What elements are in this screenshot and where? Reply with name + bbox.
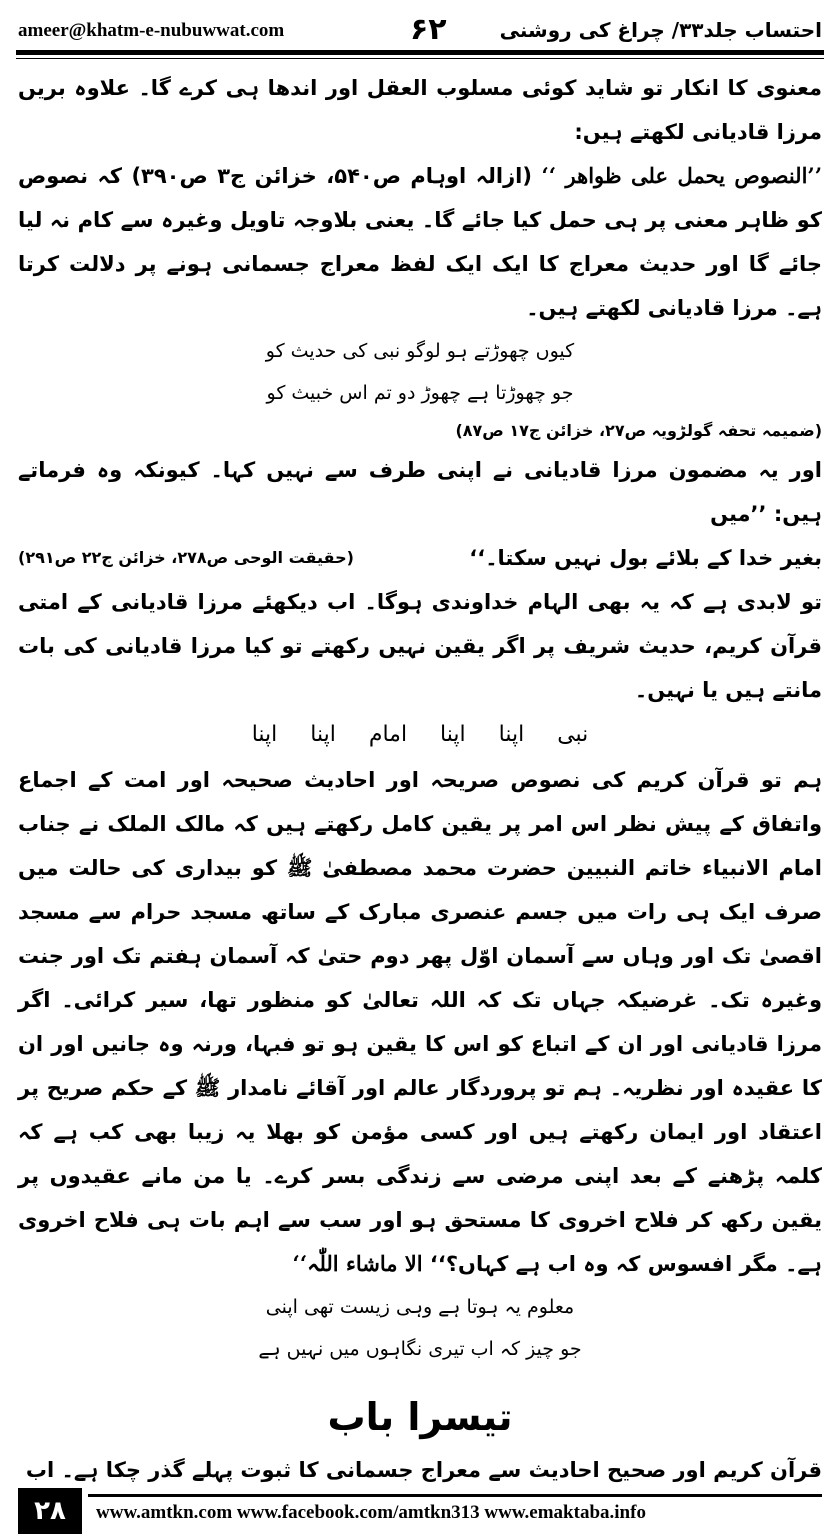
paragraph-4: تو لابدی ہے کہ یہ بھی الہام خداوندی ہوگا۔ اب دیکھئے مرزا قادیانی کے امتی قرآن کریم، حدیث شریف پر اگر یقین نہیں رکھتے تو کیا مرزا قادیانی کی بات مانتے ہیں یا نہیں۔	[18, 590, 822, 702]
paragraph-5-arabic-end: الا ماشاء اللّٰہ‘‘	[292, 1251, 423, 1276]
page-header	[16, 6, 824, 50]
footer-page-box: ۲۸	[18, 1488, 82, 1534]
paragraph-3: اور یہ مضمون مرزا قادیانی نے اپنی طرف سے نہیں کہا۔ کیونکہ وہ فرماتے ہیں: ’’میں	[18, 458, 822, 526]
paragraph-2-text: کہ نصوص کو ظاہر معنی پر ہی حمل کیا جائے گا۔ یعنی بلاوجہ تاویل وغیرہ سے کام نہ لیا جائے گا اور حدیث معراج کا ایک ایک لفظ معراج جسمانی ہونے پر دلالت کرتا ہے۔ مرزا قادیانی لکھتے ہیں۔	[18, 164, 822, 320]
page-body	[18, 66, 822, 1492]
page-footer	[18, 1488, 822, 1534]
paragraph-3-cont	[18, 536, 822, 580]
paragraph-1: معنوی کا انکار تو شاید کوئی مسلوب العقل اور اندھا ہی کرے گا۔ علاوہ بریں مرزا قادیانی لکھتے ہیں:	[18, 76, 822, 144]
header-rule	[16, 50, 824, 55]
book-title: احتساب جلد۳۳/ چراغ کی روشنی	[499, 18, 822, 42]
verse-1-line-1: کیوں چھوڑتے ہو لوگو نبی کی حدیث کو	[265, 340, 575, 362]
paragraph-3-quote-end: بغیر خدا کے بلائے بول نہیں سکتا۔‘‘	[469, 546, 822, 570]
words-line: نبی اپنا اپنا امام اپنا اپنا	[251, 722, 589, 747]
chapter-title: تیسرا باب	[327, 1395, 513, 1439]
quote-reference: (ازالہ اوہام ص۵۴۰، خزائن ج۳ ص۳۹۰)	[131, 164, 532, 188]
arabic-quote: ’’النصوص یحمل علی ظواھر ‘‘	[541, 163, 823, 188]
footer-links: www.amtkn.com www.facebook.com/amtkn313 www.emaktaba.info	[96, 1502, 646, 1523]
header-email: ameer@khatm-e-nubuwwat.com	[18, 20, 285, 41]
reference-1: (ضمیمہ تحفہ گولڑویہ ص۲۷، خزائن ج۱۷ ص۸۷)	[455, 421, 822, 440]
verse-2-line-1: معلوم یہ ہوتا ہے وہی زیست تھی اپنی	[265, 1296, 575, 1318]
header-rule-thin	[16, 58, 824, 59]
verse-1-line-2: جو چھوڑتا ہے چھوڑ دو تم اس خبیث کو	[266, 382, 574, 404]
paragraph-2	[18, 154, 822, 330]
paragraph-5-text: ہم تو قرآن کریم کی نصوص صریحہ اور احادیث صحیحہ اور امت کے اجماع واتفاق کے پیش نظر اس امر پر یقین کامل رکھتے ہیں کہ مالک الملک نے جناب امام الانبیاء خاتم النبیین حضرت محمد مصطفیٰ ﷺ کو بیداری کی حالت میں صرف ایک ہی رات میں جسم عنصری مبارک کے ساتھ مسجد حرام سے مسجد اقصیٰ تک اور وہاں سے آسمان اوّل پھر دوم حتیٰ کہ آسمان ہفتم تک اور جنت وغیرہ تک۔ غرضیکہ جہاں تک کہ اللہ تعالیٰ کو منظور تھا، سیر کرائی۔ اگر مرزا قادیانی اور ان کے اتباع کو اس کا یقین ہو تو فبہا، ورنہ وہ جانیں اور ان کا عقیدہ اور نظریہ۔ ہم تو پروردگار عالم اور آقائے نامدار ﷺ کے حکم صریح پر اعتقاد اور ایمان رکھتے ہیں اور کسی مؤمن کو بھلا یہ زیبا بھی کب ہے کہ کلمہ پڑھنے کے بعد اپنی مرضی سے زندگی بسر کرے۔ یا من مانے عقیدوں پر یقین رکھ کر فلاح اخروی کا مستحق ہو اور سب سے اہم بات ہی فلاح اخروی ہے۔ مگر افسوس کہ وہ اب ہے کہاں؟‘‘	[18, 768, 822, 1276]
paragraph-6: قرآن کریم اور صحیح احادیث سے معراج جسمانی کا ثبوت پہلے گذر چکا ہے۔ اب	[25, 1458, 822, 1482]
paragraph-5	[18, 758, 822, 1286]
footer-rule	[88, 1494, 822, 1497]
page-number: ۶۲	[410, 12, 447, 47]
reference-2: (حقیقت الوحی ص۲۷۸، خزائن ج۲۲ ص۲۹۱)	[18, 548, 354, 567]
verse-2-line-2: جو چیز کہ اب تیری نگاہوں میں نہیں ہے	[258, 1338, 582, 1360]
